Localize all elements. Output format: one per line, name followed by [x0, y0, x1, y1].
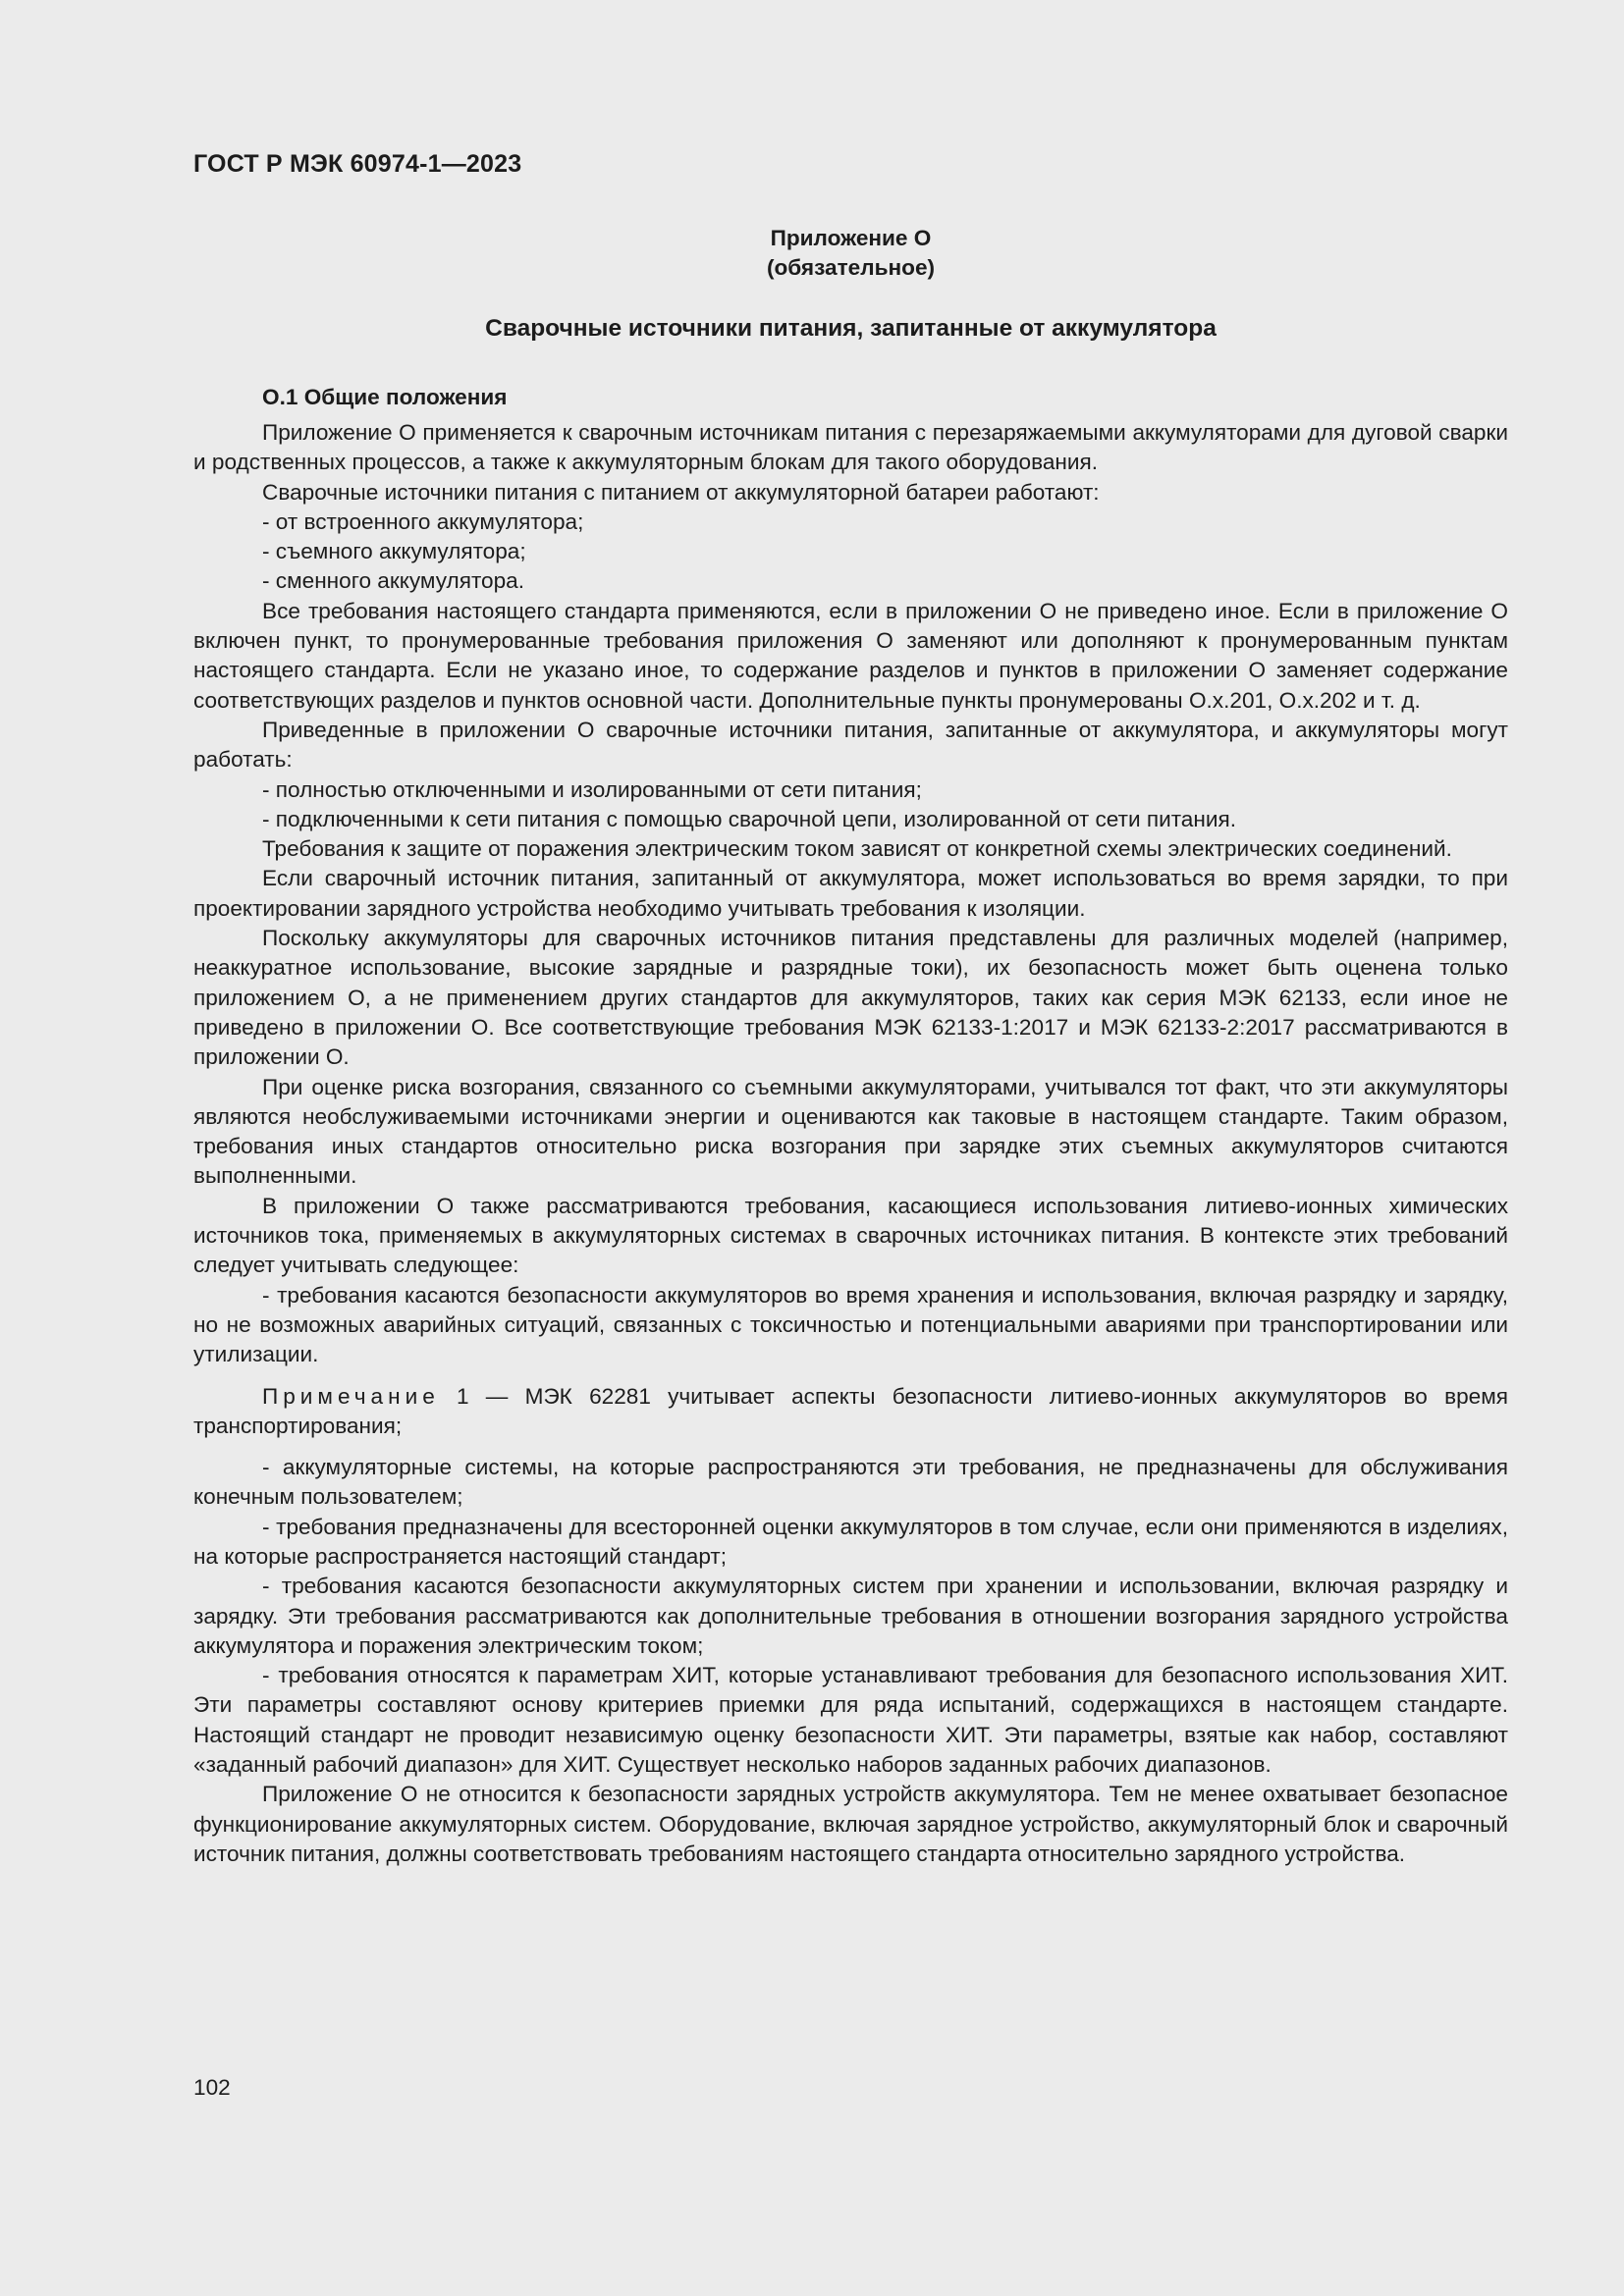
list-item: - требования касаются безопасности аккумуляторных систем при хранении и использовании, включая разрядку и зарядку. Эти требования рассматриваются как дополнительные требования в отношении возгорания зарядного устройства аккумулятора и поражения электрическим током;	[193, 1574, 1508, 1658]
document-header-standard-code: ГОСТ Р МЭК 60974-1—2023	[193, 150, 522, 178]
page-content	[193, 224, 1508, 1869]
list-item: - аккумуляторные системы, на которые распространяются эти требования, не предназначены для обслуживания конечным пользователем;	[193, 1455, 1508, 1510]
paragraph: Приложение О не относится к безопасности зарядных устройств аккумулятора. Тем не менее охватывает безопасное функционирование аккумуляторных систем. Оборудование, включая зарядное устройство, аккумуляторный блок и сварочный источник питания, должны соответствовать требованиям настоящего стандарта относительно зарядного устройства.	[193, 1782, 1508, 1866]
section-body-before-note	[193, 418, 1508, 1370]
section-heading: О.1 Общие положения	[262, 385, 508, 409]
list-item: - от встроенного аккумулятора;	[262, 508, 584, 534]
paragraph: Сварочные источники питания с питанием от аккумуляторной батареи работают:	[262, 479, 1100, 505]
page-number: 102	[193, 2075, 231, 2100]
paragraph: Если сварочный источник питания, запитанный от аккумулятора, может использоваться во время зарядки, то при проектировании зарядного устройства необходимо учитывать требования к изоляции.	[193, 866, 1508, 921]
paragraph: Требования к защите от поражения электрическим током зависят от конкретной схемы электрических соединений.	[262, 836, 1452, 862]
list-item: - подключенными к сети питания с помощью сварочной цепи, изолированной от сети питания.	[262, 806, 1236, 831]
paragraph: Приведенные в приложении О сварочные источники питания, запитанные от аккумулятора, и аккумуляторы могут работать:	[193, 717, 1508, 773]
annex-label: Приложение О	[770, 226, 932, 250]
annex-title: Сварочные источники питания, запитанные от аккумулятора	[485, 315, 1217, 342]
list-item: - съемного аккумулятора;	[262, 539, 526, 564]
list-item: - сменного аккумулятора.	[262, 568, 525, 594]
paragraph: В приложении О также рассматриваются требования, касающиеся использования литиево-ионных химических источников тока, применяемых в аккумуляторных системах в сварочных источниках питания. В контексте этих требований следует учитывать следующее:	[193, 1193, 1508, 1278]
list-item: - требования касаются безопасности аккумуляторов во время хранения и использования, включая разрядку и зарядку, но не возможных аварийных ситуаций, связанных с токсичностью и потенциальными авариями при транспортировании или утилизации.	[193, 1282, 1508, 1367]
note-text: 1 — МЭК 62281 учитывает аспекты безопасности литиево-ионных аккумуляторов во время транспортирования;	[193, 1383, 1508, 1438]
paragraph: Приложение О применяется к сварочным источникам питания с перезаряжаемыми аккумуляторами для дуговой сварки и родственных процессов, а также к аккумуляторным блокам для такого оборудования.	[193, 420, 1508, 475]
annex-status: (обязательное)	[766, 255, 936, 280]
list-item: - требования относятся к параметрам ХИТ, которые устанавливают требования для безопасного использования ХИТ. Эти параметры составляют основу критериев приемки для ряда испытаний, содержащихся в настоящем стандарте. Настоящий стандарт не проводит независимую оценку безопасности ХИТ. Эти параметры, взятые как набор, составляют «заданный рабочий диапазон» для ХИТ. Существует несколько наборов заданных рабочих диапазонов.	[193, 1663, 1508, 1778]
section-body-after-note	[193, 1453, 1508, 1869]
paragraph: Все требования настоящего стандарта применяются, если в приложении О не приведено иное. Если в приложение О включен пункт, то пронумерованные требования приложения О заменяют или дополняют к пронумерованным пунктам настоящего стандарта. Если не указано иное, то содержание разделов и пунктов в приложении О заменяет содержание соответствующих разделов и пунктов основной части. Дополнительные пункты пронумерованы О.x.201, О.x.202 и т. д.	[193, 598, 1508, 713]
list-item: - полностью отключенными и изолированными от сети питания;	[262, 776, 922, 802]
paragraph: Поскольку аккумуляторы для сварочных источников питания представлены для различных моделей (например, неаккуратное использование, высокие зарядные и разрядные токи), их безопасность может быть оценена только приложением О, а не применением других стандартов для аккумуляторов, таких как серия МЭК 62133, если иное не приведено в приложении О. Все соответствующие требования МЭК 62133-1:2017 и МЭК 62133-2:2017 рассматриваются в приложении О.	[193, 926, 1508, 1070]
note-label: Примечание	[262, 1383, 440, 1409]
paragraph: При оценке риска возгорания, связанного со съемными аккумуляторами, учитывался тот факт, что эти аккумуляторы являются необслуживаемыми источниками энергии и оцениваются как таковые в настоящем стандарте. Таким образом, требования иных стандартов относительно риска возгорания при зарядке этих съемных аккумуляторов считаются выполненными.	[193, 1074, 1508, 1189]
note	[193, 1382, 1508, 1442]
list-item: - требования предназначены для всесторонней оценки аккумуляторов в том случае, если они применяются в изделиях, на которые распространяется настоящий стандарт;	[193, 1514, 1508, 1569]
